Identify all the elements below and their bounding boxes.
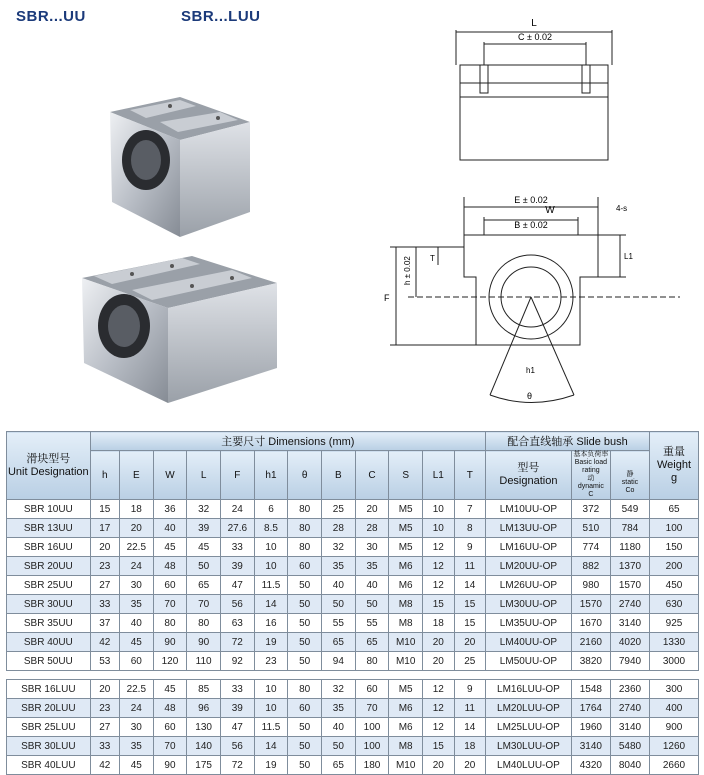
table-cell: 50 (288, 737, 322, 756)
table-cell: 70 (187, 595, 221, 614)
table-cell: 45 (119, 756, 153, 775)
table-cell: 1548 (571, 680, 610, 699)
label-h1: h1 (526, 366, 535, 375)
table-cell: 65 (355, 633, 389, 652)
table-cell: 33 (220, 680, 254, 699)
table-cell: 47 (220, 576, 254, 595)
table-row (7, 519, 699, 538)
table-row (7, 557, 699, 576)
table-cell: 28 (322, 519, 356, 538)
table-cell: 60 (153, 576, 187, 595)
table-cell: 24 (119, 699, 153, 718)
table-cell: 32 (322, 538, 356, 557)
table-cell: 39 (220, 557, 254, 576)
table-cell: 90 (153, 756, 187, 775)
table-cell: 14 (454, 576, 486, 595)
label-W: W (545, 205, 555, 216)
table-cell: 27 (90, 718, 119, 737)
table-cell: 11.5 (254, 576, 288, 595)
table-cell: 1960 (571, 718, 610, 737)
table-cell: 1570 (610, 576, 649, 595)
table-cell: 45 (187, 538, 221, 557)
table-cell: 400 (650, 699, 699, 718)
table-cell: SBR 20UU (7, 557, 91, 576)
front-view-drawing (380, 185, 700, 407)
table-cell: SBR 16LUU (7, 680, 91, 699)
table-cell: 2740 (610, 595, 649, 614)
table-cell: 372 (571, 500, 610, 519)
table-cell: 45 (153, 680, 187, 699)
table-cell: SBR 30LUU (7, 737, 91, 756)
header-dim: T (454, 451, 486, 500)
table-cell: 12 (423, 557, 455, 576)
table-cell: 96 (187, 699, 221, 718)
table-cell: M6 (389, 576, 423, 595)
table-cell: 60 (153, 718, 187, 737)
table-cell: 7940 (610, 652, 649, 671)
table-cell: 15 (90, 500, 119, 519)
table-cell: 48 (153, 699, 187, 718)
table-cell: 1180 (610, 538, 649, 557)
table-cell: 8 (454, 519, 486, 538)
table-cell: 90 (153, 633, 187, 652)
header-dim: h (90, 451, 119, 500)
table-cell: 63 (220, 614, 254, 633)
table-cell: 80 (355, 652, 389, 671)
table-cell: 60 (355, 680, 389, 699)
table-row (7, 576, 699, 595)
table-cell: 50 (288, 652, 322, 671)
table-cell: 10 (254, 538, 288, 557)
table-cell: 30 (355, 538, 389, 557)
table-cell: 50 (288, 576, 322, 595)
table-cell: 100 (355, 737, 389, 756)
table-cell: 15 (454, 614, 486, 633)
table-cell: 10 (254, 557, 288, 576)
table-gap (7, 671, 699, 680)
table-cell: SBR 40LUU (7, 756, 91, 775)
table-cell: 25 (454, 652, 486, 671)
table-cell: LM25LUU-OP (486, 718, 572, 737)
table-cell: M6 (389, 557, 423, 576)
table-cell: M8 (389, 737, 423, 756)
label-B: B ± 0.02 (514, 220, 548, 230)
table-cell: 180 (355, 756, 389, 775)
table-cell: M6 (389, 699, 423, 718)
header-dim: L1 (423, 451, 455, 500)
table-cell: 40 (322, 576, 356, 595)
table-cell: 10 (254, 680, 288, 699)
table-cell: 20 (454, 756, 486, 775)
table-cell: 16 (254, 614, 288, 633)
header-dim: θ (288, 451, 322, 500)
table-cell: 32 (322, 680, 356, 699)
table-cell: SBR 25LUU (7, 718, 91, 737)
table-cell: 35 (322, 699, 356, 718)
table-cell: 50 (355, 595, 389, 614)
table-cell: M8 (389, 614, 423, 633)
table-cell: 25 (322, 500, 356, 519)
table-cell: SBR 20LUU (7, 699, 91, 718)
table-cell: LM16UU-OP (486, 538, 572, 557)
table-cell: 70 (153, 595, 187, 614)
table-cell: 40 (153, 519, 187, 538)
table-cell: M5 (389, 538, 423, 557)
table-cell: M5 (389, 519, 423, 538)
table-cell: 42 (90, 633, 119, 652)
table-cell: 8.5 (254, 519, 288, 538)
table-cell: 30 (119, 576, 153, 595)
title-sbr-luu: SBR...LUU (181, 8, 261, 25)
table-cell: SBR 50UU (7, 652, 91, 671)
table-cell: LM10UU-OP (486, 500, 572, 519)
table-cell: 510 (571, 519, 610, 538)
table-cell: 35 (119, 595, 153, 614)
table-cell: 47 (220, 718, 254, 737)
table-cell: 28 (355, 519, 389, 538)
table-cell: 110 (187, 652, 221, 671)
table-cell: 80 (187, 614, 221, 633)
table-cell: 3140 (610, 614, 649, 633)
table-cell: SBR 16UU (7, 538, 91, 557)
table-cell: SBR 13UU (7, 519, 91, 538)
table-cell: 80 (288, 538, 322, 557)
table-cell: 50 (288, 756, 322, 775)
table-cell: 12 (423, 699, 455, 718)
table-cell: 65 (650, 500, 699, 519)
table-cell: 23 (90, 699, 119, 718)
table-row (7, 500, 699, 519)
table-cell: 450 (650, 576, 699, 595)
table-cell: SBR 10UU (7, 500, 91, 519)
table-cell: 630 (650, 595, 699, 614)
header-dim: E (119, 451, 153, 500)
table-cell: 120 (153, 652, 187, 671)
header-dim: S (389, 451, 423, 500)
label-theta: θ (527, 391, 533, 401)
table-cell: 100 (650, 519, 699, 538)
table-cell: LM20LUU-OP (486, 699, 572, 718)
table-cell: LM40UU-OP (486, 633, 572, 652)
table-cell: 9 (454, 538, 486, 557)
header-dim: C (355, 451, 389, 500)
table-cell: 50 (288, 633, 322, 652)
table-cell: SBR 40UU (7, 633, 91, 652)
table-cell: M10 (389, 756, 423, 775)
table-cell: 20 (90, 680, 119, 699)
table-row (7, 737, 699, 756)
table-cell: LM40LUU-OP (486, 756, 572, 775)
table-cell: 3140 (610, 718, 649, 737)
table-cell: 20 (423, 633, 455, 652)
table-cell: LM30UU-OP (486, 595, 572, 614)
table-cell: 27.6 (220, 519, 254, 538)
table-cell: 65 (187, 576, 221, 595)
table-row (7, 680, 699, 699)
table-cell: 42 (90, 756, 119, 775)
table-cell: 100 (355, 718, 389, 737)
label-L1: L1 (624, 252, 633, 261)
table-row (7, 614, 699, 633)
table-cell: SBR 30UU (7, 595, 91, 614)
table-cell: 45 (119, 633, 153, 652)
table-cell: 200 (650, 557, 699, 576)
table-cell: 65 (322, 756, 356, 775)
table-cell: 20 (454, 633, 486, 652)
table-cell: 1260 (650, 737, 699, 756)
table-cell: 19 (254, 633, 288, 652)
table-cell: 784 (610, 519, 649, 538)
table-cell: 60 (288, 699, 322, 718)
table-cell: 80 (288, 500, 322, 519)
header-slide-bush: 配合直线轴承 Slide bush (486, 432, 650, 451)
table-cell: 85 (187, 680, 221, 699)
table-cell: 50 (187, 557, 221, 576)
table-cell: 55 (355, 614, 389, 633)
table-cell: 175 (187, 756, 221, 775)
header-dim: F (220, 451, 254, 500)
table-cell: 10 (254, 699, 288, 718)
table-row (7, 633, 699, 652)
table-cell: 4020 (610, 633, 649, 652)
table-cell: 20 (119, 519, 153, 538)
table-cell: 12 (423, 680, 455, 699)
table-cell: 12 (423, 718, 455, 737)
table-cell: 10 (423, 500, 455, 519)
table-cell: 80 (153, 614, 187, 633)
table-cell: LM20UU-OP (486, 557, 572, 576)
table-cell: 24 (220, 500, 254, 519)
table-cell: 32 (187, 500, 221, 519)
table-cell: 65 (322, 633, 356, 652)
table-cell: 2360 (610, 680, 649, 699)
table-cell: 12 (423, 576, 455, 595)
table-cell: 150 (650, 538, 699, 557)
table-cell: 45 (153, 538, 187, 557)
table-cell: 11 (454, 557, 486, 576)
table-cell: 1570 (571, 595, 610, 614)
table-cell: 19 (254, 756, 288, 775)
table-cell: 15 (423, 737, 455, 756)
table-cell: 2160 (571, 633, 610, 652)
table-cell: 14 (454, 718, 486, 737)
table-cell: 33 (90, 737, 119, 756)
table-cell: 33 (90, 595, 119, 614)
table-cell: 1670 (571, 614, 610, 633)
table-cell: 11 (454, 699, 486, 718)
table-cell: 72 (220, 633, 254, 652)
table-cell: 36 (153, 500, 187, 519)
table-cell: 22.5 (119, 538, 153, 557)
table-cell: LM16LUU-OP (486, 680, 572, 699)
table-cell: 40 (322, 718, 356, 737)
table-cell: 20 (423, 756, 455, 775)
table-cell: 72 (220, 756, 254, 775)
table-cell: 70 (355, 699, 389, 718)
table-cell: 14 (254, 737, 288, 756)
table-cell: 925 (650, 614, 699, 633)
table-cell: 3820 (571, 652, 610, 671)
table-cell: 50 (322, 737, 356, 756)
table-cell: 39 (220, 699, 254, 718)
table-cell: 37 (90, 614, 119, 633)
table-cell: SBR 25UU (7, 576, 91, 595)
table-cell: 774 (571, 538, 610, 557)
table-cell: 60 (119, 652, 153, 671)
label-C: C ± 0.02 (518, 32, 552, 42)
table-cell: 12 (423, 538, 455, 557)
table-cell: 300 (650, 680, 699, 699)
table-row (7, 756, 699, 775)
table-row (7, 595, 699, 614)
table-cell: 40 (119, 614, 153, 633)
table-row (7, 652, 699, 671)
table-cell: 20 (355, 500, 389, 519)
title-sbr-uu: SBR...UU (16, 8, 86, 25)
table-cell: 80 (288, 519, 322, 538)
table-cell: M5 (389, 500, 423, 519)
table-cell: 130 (187, 718, 221, 737)
header-dim: L (187, 451, 221, 500)
table-cell: LM30LUU-OP (486, 737, 572, 756)
table-cell: 3000 (650, 652, 699, 671)
table-cell: 39 (187, 519, 221, 538)
header-dynamic: 基本负荷率 Basic load rating 动 dynamic C (571, 451, 610, 500)
table-cell: 2660 (650, 756, 699, 775)
table-cell: 15 (423, 595, 455, 614)
table-cell: 11.5 (254, 718, 288, 737)
label-holes: 4-s (616, 204, 628, 213)
table-cell: 27 (90, 576, 119, 595)
table-cell: 80 (288, 680, 322, 699)
table-cell: 70 (153, 737, 187, 756)
table-cell: 1764 (571, 699, 610, 718)
table-cell: 50 (288, 595, 322, 614)
table-cell: 5480 (610, 737, 649, 756)
table-cell: 882 (571, 557, 610, 576)
table-cell: M10 (389, 633, 423, 652)
table-cell: 1330 (650, 633, 699, 652)
table-cell: M5 (389, 680, 423, 699)
table-cell: 23 (254, 652, 288, 671)
header-dim: h1 (254, 451, 288, 500)
table-cell: 24 (119, 557, 153, 576)
table-cell: 20 (423, 652, 455, 671)
header-dimensions: 主要尺寸 Dimensions (mm) (90, 432, 485, 451)
table-cell: 18 (423, 614, 455, 633)
table-cell: 56 (220, 595, 254, 614)
table-cell: 1370 (610, 557, 649, 576)
table-cell: LM35UU-OP (486, 614, 572, 633)
table-cell: 18 (119, 500, 153, 519)
table-cell: 60 (288, 557, 322, 576)
header-weight: 重量 Weight g (650, 432, 699, 500)
table-cell: 56 (220, 737, 254, 756)
table-cell: 15 (454, 595, 486, 614)
table-cell: M8 (389, 595, 423, 614)
table-cell: 90 (187, 633, 221, 652)
sbr-uu-photo (100, 92, 260, 242)
table-cell: M10 (389, 652, 423, 671)
table-cell: 10 (423, 519, 455, 538)
table-cell: 980 (571, 576, 610, 595)
table-cell: 9 (454, 680, 486, 699)
table-cell: 35 (355, 557, 389, 576)
table-cell: 33 (220, 538, 254, 557)
header-model: 滑块型号 Unit Designation (7, 432, 91, 500)
table-cell: 20 (90, 538, 119, 557)
table-cell: 549 (610, 500, 649, 519)
table-cell: 140 (187, 737, 221, 756)
table-cell: 14 (254, 595, 288, 614)
table-cell: 55 (322, 614, 356, 633)
table-row (7, 538, 699, 557)
top-view-drawing (440, 10, 630, 180)
table-cell: 900 (650, 718, 699, 737)
spec-table (6, 431, 699, 775)
table-cell: 8040 (610, 756, 649, 775)
table-cell: M6 (389, 718, 423, 737)
table-cell: 94 (322, 652, 356, 671)
table-row (7, 718, 699, 737)
sbr-luu-photo (72, 248, 282, 408)
header-dim: B (322, 451, 356, 500)
table-cell: 22.5 (119, 680, 153, 699)
table-cell: 6 (254, 500, 288, 519)
table-cell: 2740 (610, 699, 649, 718)
table-cell: LM26UU-OP (486, 576, 572, 595)
label-T: T (430, 254, 435, 263)
table-cell: 30 (119, 718, 153, 737)
table-cell: 50 (288, 614, 322, 633)
header-bush-model: 型号 Designation (486, 451, 572, 500)
table-cell: 7 (454, 500, 486, 519)
table-cell: 48 (153, 557, 187, 576)
table-cell: 3140 (571, 737, 610, 756)
table-cell: LM50UU-OP (486, 652, 572, 671)
label-h: h ± 0.02 (403, 256, 412, 285)
label-L: L (531, 18, 537, 29)
table-cell: 18 (454, 737, 486, 756)
table-cell: SBR 35UU (7, 614, 91, 633)
table-cell: 50 (288, 718, 322, 737)
table-cell: 53 (90, 652, 119, 671)
table-cell: 23 (90, 557, 119, 576)
table-row (7, 699, 699, 718)
table-cell: 17 (90, 519, 119, 538)
table-cell: 4320 (571, 756, 610, 775)
label-F: F (384, 293, 390, 303)
table-cell: 50 (322, 595, 356, 614)
table-cell: 40 (355, 576, 389, 595)
table-cell: LM13UU-OP (486, 519, 572, 538)
header-dim: W (153, 451, 187, 500)
table-cell: 35 (322, 557, 356, 576)
table-cell: 35 (119, 737, 153, 756)
header-static: 静 static Co (610, 451, 649, 500)
table-cell: 92 (220, 652, 254, 671)
label-E: E ± 0.02 (514, 195, 548, 205)
